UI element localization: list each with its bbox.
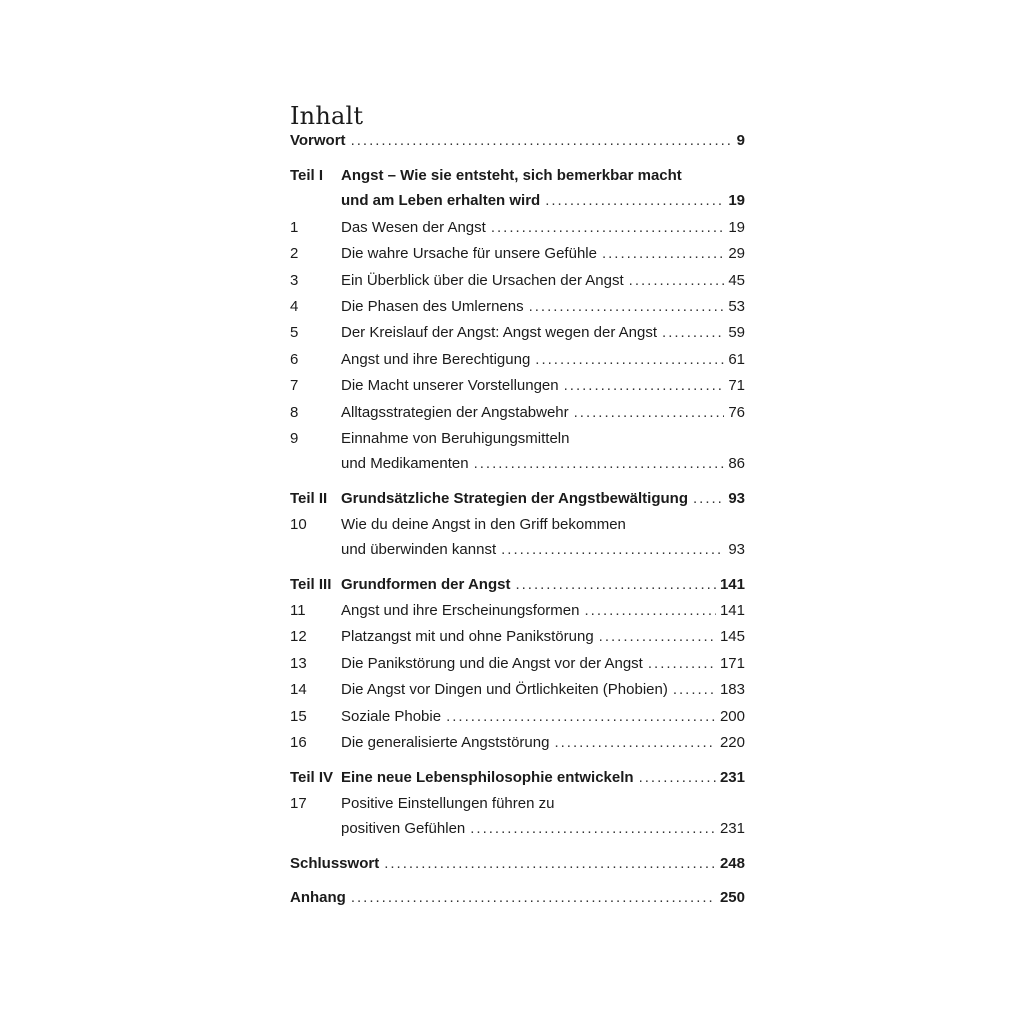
toc-entry-page: 231 [719, 769, 745, 786]
toc-chapter-17 [290, 816, 745, 842]
toc-chapter-7 [290, 373, 745, 399]
toc-chapter-10 [290, 537, 745, 563]
dot-leader [599, 624, 716, 650]
toc-chapter-4 [290, 294, 745, 320]
toc-part-number: Teil I [290, 167, 324, 184]
toc-entry-title: positiven Gefühlen [341, 820, 466, 837]
dot-leader [446, 704, 716, 730]
toc-chapter-number: 9 [290, 430, 299, 447]
dot-leader [470, 816, 716, 842]
toc-entry-page: 9 [736, 132, 745, 149]
toc-entry-title: Die Angst vor Dingen und Örtlichkeiten (Phobien) [341, 681, 668, 698]
toc-entry-page: 248 [719, 855, 745, 872]
dot-leader [384, 851, 716, 877]
toc-chapter-12 [290, 624, 745, 650]
dot-leader [639, 765, 716, 791]
toc-entry-page: 93 [728, 490, 745, 507]
toc-part-2 [290, 486, 745, 512]
toc-entry-vorwort [290, 128, 745, 154]
toc-chapter-1 [290, 215, 745, 241]
dot-leader [474, 451, 725, 477]
toc-entry-title-line1: Einnahme von Beruhigungsmitteln [341, 430, 570, 447]
page-title: Inhalt [290, 102, 364, 131]
toc-chapter-8 [290, 400, 745, 426]
toc-entry-title: Die wahre Ursache für unsere Gefühle [341, 245, 597, 262]
toc-chapter-number: 14 [290, 681, 307, 698]
toc-chapter-9-line1 [290, 426, 745, 452]
dot-leader [584, 598, 715, 624]
toc-entry-page: 53 [728, 298, 745, 315]
dot-leader [629, 268, 725, 294]
toc-chapter-number: 6 [290, 351, 299, 368]
toc-chapter-number: 7 [290, 377, 299, 394]
dot-leader [529, 294, 725, 320]
toc-entry-page: 19 [728, 192, 745, 209]
toc-chapter-number: 10 [290, 516, 307, 533]
toc-entry-title: Schlusswort [290, 855, 380, 872]
toc-chapter-number: 5 [290, 324, 299, 341]
toc-part-1 [290, 188, 745, 214]
toc-entry-title: und am Leben erhalten wird [341, 192, 541, 209]
toc-entry-title: Alltagsstrategien der Angstabwehr [341, 404, 569, 421]
toc-entry-title: Vorwort [290, 132, 346, 149]
toc-chapter-number: 16 [290, 734, 307, 751]
dot-leader [501, 537, 724, 563]
toc-chapter-9 [290, 451, 745, 477]
toc-entry-title: Anhang [290, 889, 346, 906]
toc-part-3 [290, 572, 745, 598]
toc-entry-title: Grundformen der Angst [341, 576, 511, 593]
toc-entry-title: Angst und ihre Erscheinungsformen [341, 602, 580, 619]
toc-part-4 [290, 765, 745, 791]
toc-entry-page: 145 [719, 628, 745, 645]
toc-chapter-11 [290, 598, 745, 624]
toc-entry-page: 141 [719, 602, 745, 619]
toc-part-number: Teil IV [290, 769, 334, 786]
toc-part-number: Teil II [290, 490, 328, 507]
toc-entry-anhang [290, 885, 745, 911]
toc-entry-title: Angst und ihre Berechtigung [341, 351, 531, 368]
toc-chapter-number: 2 [290, 245, 299, 262]
dot-leader [491, 215, 725, 241]
toc-entry-title-line1: Angst – Wie sie entsteht, sich bemerkbar macht [341, 167, 682, 184]
toc-chapter-13 [290, 651, 745, 677]
toc-entry-title: Die Phasen des Umlernens [341, 298, 524, 315]
dot-leader [648, 651, 716, 677]
toc-entry-title: und Medikamenten [341, 455, 469, 472]
toc-entry-page: 61 [728, 351, 745, 368]
toc-chapter-number: 8 [290, 404, 299, 421]
toc-entry-title: und überwinden kannst [341, 541, 497, 558]
dot-leader [693, 486, 724, 512]
toc-chapter-5 [290, 320, 745, 346]
toc-chapter-number: 3 [290, 272, 299, 289]
toc-chapter-number: 13 [290, 655, 307, 672]
dot-leader [554, 730, 716, 756]
toc-chapter-17-line1 [290, 791, 745, 817]
toc-part-number: Teil III [290, 576, 332, 593]
toc-entry-title-line1: Positive Einstellungen führen zu [341, 795, 555, 812]
toc-chapter-number: 12 [290, 628, 307, 645]
toc-entry-page: 86 [728, 455, 745, 472]
dot-leader [351, 885, 716, 911]
toc-chapter-number: 17 [290, 795, 307, 812]
toc-entry-page: 76 [728, 404, 745, 421]
toc-entry-page: 93 [728, 541, 745, 558]
toc-entry-page: 141 [719, 576, 745, 593]
toc-entry-title: Die Macht unserer Vorstellungen [341, 377, 559, 394]
toc-part-1-line1 [290, 163, 745, 189]
toc-chapter-15 [290, 704, 745, 730]
toc-chapter-3 [290, 268, 745, 294]
toc-entry-page: 171 [719, 655, 745, 672]
toc-entry-title: Das Wesen der Angst [341, 219, 486, 236]
toc-chapter-2 [290, 241, 745, 267]
toc-chapter-number: 4 [290, 298, 299, 315]
toc-chapter-16 [290, 730, 745, 756]
toc-chapter-14 [290, 677, 745, 703]
toc-entry-title-line1: Wie du deine Angst in den Griff bekommen [341, 516, 626, 533]
toc-chapter-number: 11 [290, 602, 306, 619]
toc-entry-page: 45 [728, 272, 745, 289]
toc-entry-title: Platzangst mit und ohne Panikstörung [341, 628, 594, 645]
toc-entry-title: Die generalisierte Angststörung [341, 734, 550, 751]
toc-entry-page: 183 [719, 681, 745, 698]
toc-chapter-number: 1 [290, 219, 299, 236]
toc-entry-page: 231 [719, 820, 745, 837]
toc-entry-page: 71 [728, 377, 745, 394]
toc-entry-title: Eine neue Lebensphilosophie entwickeln [341, 769, 634, 786]
toc-entry-title: Grundsätzliche Strategien der Angstbewältigung [341, 490, 688, 507]
dot-leader [602, 241, 724, 267]
toc-entry-page: 59 [728, 324, 745, 341]
toc-chapter-6 [290, 347, 745, 373]
toc-entry-page: 220 [719, 734, 745, 751]
toc-entry-title: Ein Überblick über die Ursachen der Angst [341, 272, 624, 289]
dot-leader [535, 347, 724, 373]
toc-entry-page: 200 [719, 708, 745, 725]
dot-leader [673, 677, 716, 703]
toc-chapter-10-line1 [290, 512, 745, 538]
toc-entry-page: 29 [728, 245, 745, 262]
toc-entry-title: Soziale Phobie [341, 708, 442, 725]
dot-leader [351, 128, 733, 154]
dot-leader [564, 373, 725, 399]
toc-entry-title: Der Kreislauf der Angst: Angst wegen der Angst [341, 324, 658, 341]
toc-entry-page: 250 [719, 889, 745, 906]
dot-leader [545, 188, 724, 214]
dot-leader [574, 400, 725, 426]
toc-entry-title: Die Panikstörung und die Angst vor der Angst [341, 655, 643, 672]
toc-chapter-number: 15 [290, 708, 307, 725]
toc-entry-schlusswort [290, 851, 745, 877]
toc-entry-page: 19 [728, 219, 745, 236]
dot-leader [662, 320, 724, 346]
dot-leader [515, 572, 716, 598]
